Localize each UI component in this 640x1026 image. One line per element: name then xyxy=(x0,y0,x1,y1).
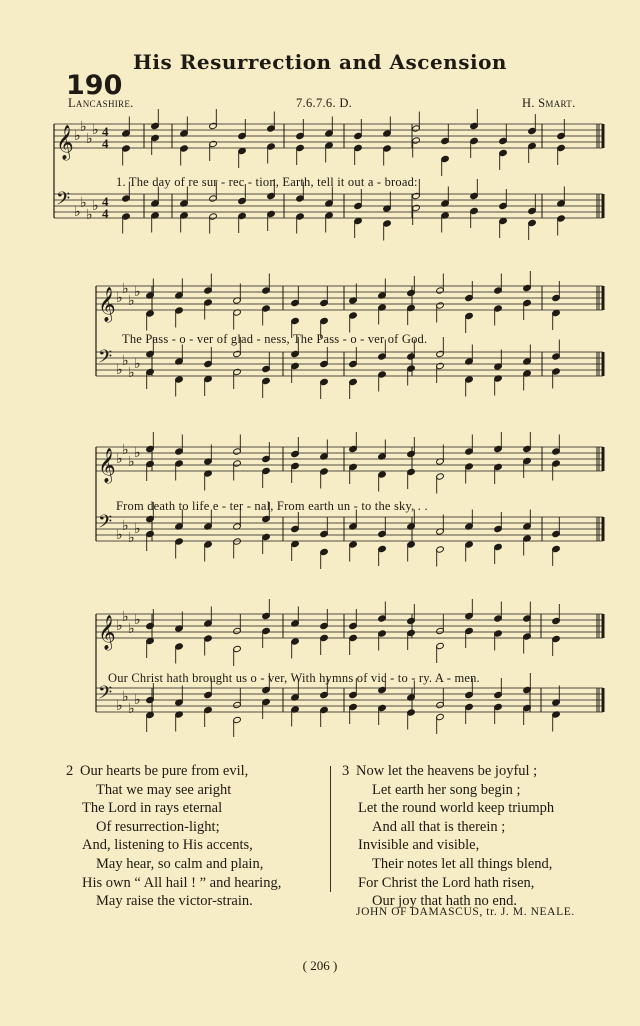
flat-sign: ♭ xyxy=(128,366,135,381)
verse-2-line-8: May raise the victor-strain. xyxy=(96,893,253,910)
verse-3-line-8: Our joy that hath no end. xyxy=(372,893,517,910)
flat-sign: ♭ xyxy=(74,205,81,220)
flat-sign: ♭ xyxy=(116,452,123,467)
verse-2 xyxy=(66,762,281,911)
bass-clef: 𝄢 xyxy=(56,188,71,213)
verse-3 xyxy=(342,762,554,911)
flat-sign: ♭ xyxy=(116,699,123,714)
verse-2-line-2: That we may see aright xyxy=(96,781,232,798)
flat-sign: ♭ xyxy=(134,693,141,708)
flat-sign: ♭ xyxy=(128,455,135,470)
time-signature: 4 xyxy=(102,124,109,139)
verse-divider xyxy=(330,766,331,892)
verse-3-line-1: 3 Now let the heavens be joyful ; xyxy=(342,763,538,779)
treble-clef: 𝄞 xyxy=(98,288,116,321)
composer: H. Smart. xyxy=(522,96,576,110)
verse-3-line-7: For Christ the Lord hath risen, xyxy=(358,874,535,891)
page-number: ( 206 ) xyxy=(302,958,338,973)
time-signature: 4 xyxy=(102,194,109,209)
lyric-line-2: The Pass - o - ver of glad - ness, The Pass - o - ver of God. xyxy=(122,332,428,346)
flat-sign: ♭ xyxy=(86,208,93,223)
tune-name: Lancashire. xyxy=(68,96,134,110)
verse-2-line-4: Of resurrection-light; xyxy=(96,818,220,835)
flat-sign: ♭ xyxy=(80,196,87,211)
bass-clef: 𝄢 xyxy=(98,682,113,707)
flat-sign: ♭ xyxy=(128,622,135,637)
flat-sign: ♭ xyxy=(122,610,129,625)
treble-clef: 𝄞 xyxy=(98,449,116,482)
verse-3-line-4: And all that is therein ; xyxy=(372,818,506,835)
lyric-line-3: From death to life e - ter - nal, From earth un - to the sky, . . xyxy=(116,499,428,513)
bass-clef: 𝄢 xyxy=(98,346,113,371)
flat-sign: ♭ xyxy=(128,294,135,309)
bass-clef: 𝄢 xyxy=(98,511,113,536)
verse-2-line-7: His own “ All hail ! ” and hearing, xyxy=(82,874,282,891)
verse-3-number: 3 xyxy=(342,763,350,779)
flat-sign: ♭ xyxy=(116,291,123,306)
flat-sign: ♭ xyxy=(122,443,129,458)
flat-sign: ♭ xyxy=(80,120,87,135)
verse-2-line-6: May hear, so calm and plain, xyxy=(96,855,264,872)
flat-sign: ♭ xyxy=(116,528,123,543)
treble-clef: 𝄞 xyxy=(56,126,74,159)
time-signature: 4 xyxy=(102,206,109,221)
flat-sign: ♭ xyxy=(122,354,129,369)
flat-sign: ♭ xyxy=(134,522,141,537)
hymn-author: JOHN OF DAMASCUS, tr. J. M. NEALE. xyxy=(356,906,575,918)
flat-sign: ♭ xyxy=(134,357,141,372)
flat-sign: ♭ xyxy=(122,282,129,297)
verse-3-line-2: Let earth her song begin ; xyxy=(372,781,521,798)
verse-3-line-5: Invisible and visible, xyxy=(358,837,480,854)
flat-sign: ♭ xyxy=(122,690,129,705)
treble-clef: 𝄞 xyxy=(98,616,116,649)
lyric-line-1: 1. The day of re sur - rec - tion, Earth, tell it out a - broad: xyxy=(116,175,418,189)
verse-3-line-3: Let the round world keep triumph xyxy=(358,800,555,817)
flat-sign: ♭ xyxy=(92,199,99,214)
meter: 7.6.7.6. D. xyxy=(296,96,353,110)
flat-sign: ♭ xyxy=(134,285,141,300)
verse-2-line-1: 2 Our hearts be pure from evil, xyxy=(66,763,249,779)
flat-sign: ♭ xyxy=(92,123,99,138)
hymn-number: 190 xyxy=(66,70,123,101)
flat-sign: ♭ xyxy=(116,363,123,378)
section-title: His Resurrection and Ascension xyxy=(133,50,507,74)
flat-sign: ♭ xyxy=(74,129,81,144)
flat-sign: ♭ xyxy=(122,519,129,534)
time-signature: 4 xyxy=(102,136,109,151)
verse-2-line-3: The Lord in rays eternal xyxy=(82,800,223,817)
flat-sign: ♭ xyxy=(116,619,123,634)
verse-3-line-6: Their notes let all things blend, xyxy=(372,855,553,872)
flat-sign: ♭ xyxy=(86,132,93,147)
flat-sign: ♭ xyxy=(134,613,141,628)
verse-2-number: 2 xyxy=(66,763,74,779)
lyric-line-4: Our Christ hath brought us o - ver, With hymns of vic - to - ry. A - men. xyxy=(108,671,480,685)
verse-2-line-5: And, listening to His accents, xyxy=(82,837,253,854)
flat-sign: ♭ xyxy=(134,446,141,461)
flat-sign: ♭ xyxy=(128,531,135,546)
flat-sign: ♭ xyxy=(128,702,135,717)
